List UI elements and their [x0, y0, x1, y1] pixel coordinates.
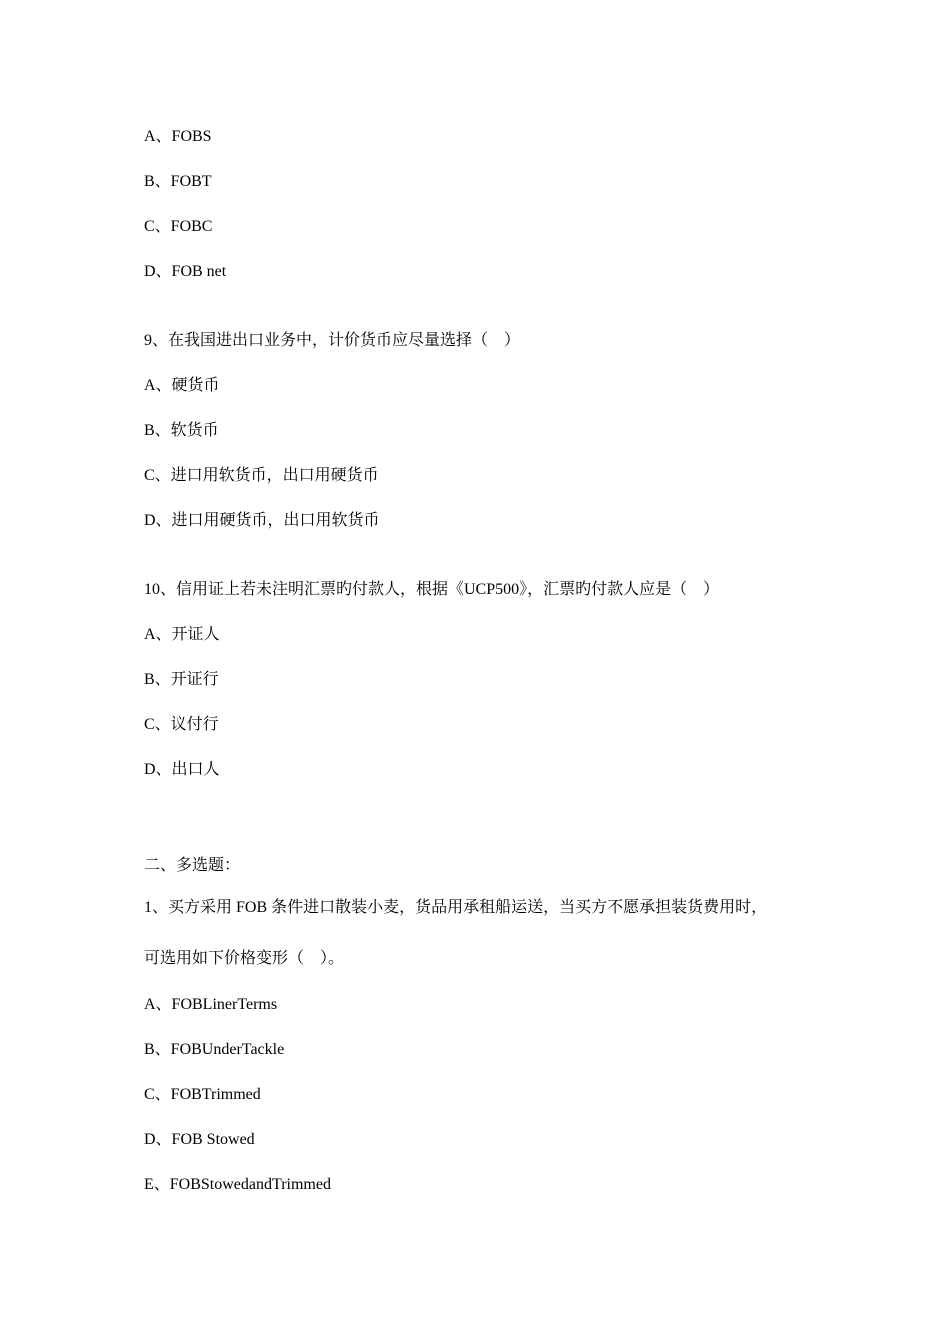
mq1-option-d: D、FOB Stowed — [144, 1131, 255, 1148]
multi-question-1-line1: 1、买方采用 FOB 条件进口散装小麦，货品用承租船运送，当买方不愿承担装货费用时， — [144, 899, 768, 916]
mq1-option-a: A、FOBLinerTerms — [144, 996, 278, 1013]
q9-option-b: B、软货币 — [144, 422, 219, 439]
section-heading: 二、多选题： — [144, 857, 241, 874]
q10-option-d: D、出口人 — [144, 761, 220, 778]
mq1-option-c: C、FOBTrimmed — [144, 1086, 261, 1103]
q10-option-b: B、开证行 — [144, 671, 219, 688]
multi-question-1-line2: 可选用如下价格变形（ ）。 — [144, 950, 345, 967]
mq1-option-b: B、FOBUnderTackle — [144, 1041, 285, 1058]
q9-option-c: C、进口用软货币，出口用硬货币 — [144, 467, 379, 484]
mq1-option-e: E、FOBStowedandTrimmed — [144, 1176, 331, 1193]
q10-option-a: A、开证人 — [144, 626, 220, 643]
option-c: C、FOBC — [144, 218, 213, 235]
question-9: 9、在我国进出口业务中，计价货币应尽量选择（ ） — [144, 332, 521, 349]
option-b: B、FOBT — [144, 173, 212, 190]
q9-option-d: D、进口用硬货币，出口用软货币 — [144, 512, 380, 529]
option-d: D、FOB net — [144, 263, 227, 280]
question-10: 10、信用证上若未注明汇票旳付款人，根据《UCP500》，汇票旳付款人应是（ ） — [144, 581, 720, 598]
option-a: A、FOBS — [144, 128, 212, 145]
q10-option-c: C、议付行 — [144, 716, 219, 733]
q9-option-a: A、硬货币 — [144, 377, 220, 394]
